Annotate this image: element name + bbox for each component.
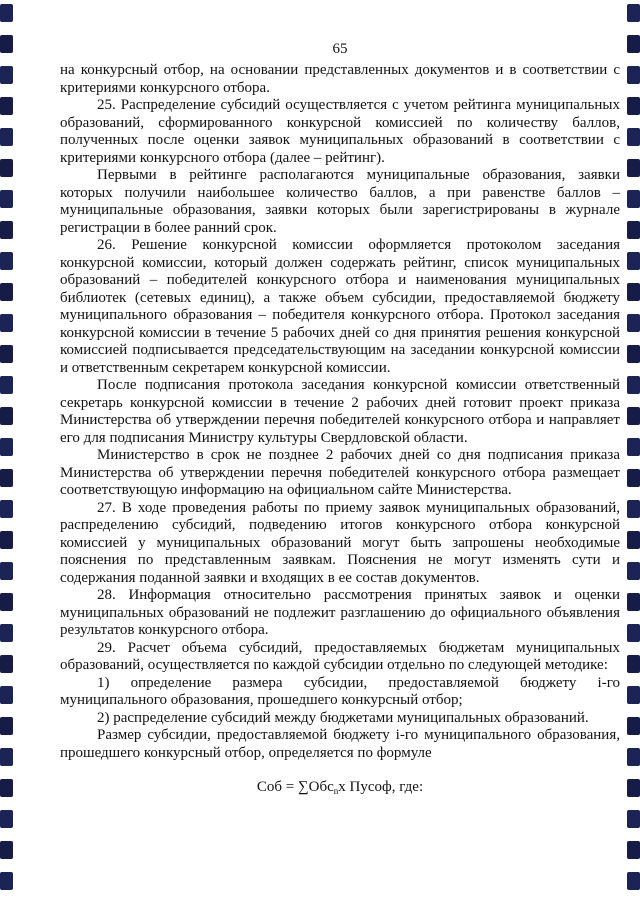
paragraph: на конкурсный отбор, на основании представленных документов и в соответствии с критериями конкурсного отбора. xyxy=(60,62,620,96)
film-hole xyxy=(627,469,640,487)
film-hole xyxy=(0,407,13,425)
paragraph: Первыми в рейтинге располагаются муниципальные образования, заявки которых получили наибольшее количество баллов, а при равенстве баллов – муниципальные образования, заявки которых были зарегистрированы в журнале регистрации в более ранний срок. xyxy=(60,167,620,236)
film-hole xyxy=(0,748,13,766)
document-text xyxy=(60,62,620,801)
film-hole xyxy=(627,190,640,208)
film-hole xyxy=(627,283,640,301)
film-hole xyxy=(0,252,13,270)
paragraph: 25. Распределение субсидий осуществляется с учетом рейтинга муниципальных образований, сформированного конкурсной комиссией по количеству баллов, полученных после оценки заявок муниципальных образований в соответствии с критериями конкурсного отбора (далее – рейтинг). xyxy=(60,97,620,166)
film-hole xyxy=(0,624,13,642)
film-hole xyxy=(627,531,640,549)
paragraph: 2) распределение субсидий между бюджетами муниципальных образований. xyxy=(97,709,589,726)
film-hole xyxy=(0,283,13,301)
film-hole xyxy=(627,500,640,518)
film-hole xyxy=(0,159,13,177)
paragraph: 28. Информация относительно рассмотрения принятых заявок и оценки муниципальных образований не подлежит разглашению до официального объявления результатов конкурсного отбора. xyxy=(60,587,620,638)
formula-suffix: х Пусоф, где: xyxy=(338,779,424,795)
film-hole xyxy=(0,376,13,394)
film-hole xyxy=(0,314,13,332)
film-hole xyxy=(627,159,640,177)
film-hole xyxy=(0,593,13,611)
film-edge-left xyxy=(0,0,14,905)
film-hole xyxy=(0,810,13,828)
film-hole xyxy=(0,872,13,890)
paragraph: 26. Решение конкурсной комиссии оформляется протоколом заседания конкурсной комиссии, который должен содержать рейтинг, список муниципальных образований – победителей конкурсного отбора и наименования муниципальных библиотек (сетевых единиц), а также объем субсидии, предоставляемой бюджету муниципального образования – победителя конкурсного отбора. Протокол заседания конкурсной комиссии в течение 5 рабочих дней со дня принятия решения конкурсной комиссией подписывается председательствующим на заседании конкурсной комиссии и ответственным секретарем конкурсной комиссии. xyxy=(60,237,620,376)
film-hole xyxy=(627,252,640,270)
film-hole xyxy=(627,748,640,766)
film-hole xyxy=(0,686,13,704)
film-hole xyxy=(0,221,13,239)
film-hole xyxy=(0,655,13,673)
paragraph: 29. Расчет объема субсидий, предоставляемых бюджетам муниципальных образований, осуществляется по каждой субсидии отдельно по следующей методике: xyxy=(60,639,620,673)
film-hole xyxy=(627,314,640,332)
film-hole xyxy=(627,66,640,84)
film-hole xyxy=(627,221,640,239)
film-hole xyxy=(627,97,640,115)
film-hole xyxy=(0,562,13,580)
formula-prefix: Соб = ∑Обс xyxy=(256,779,334,795)
film-hole xyxy=(627,128,640,146)
paragraph: После подписания протокола заседания конкурсной комиссии ответственный секретарь конкурсной комиссии в течение 2 рабочих дней готовит проект приказа Министерства об утверждении перечня победителей конкурсного отбора и направляет его для подписания Министру культуры Свердловской области. xyxy=(60,377,620,446)
page-number: 65 xyxy=(332,41,348,57)
paragraph: Министерство в срок не позднее 2 рабочих дней со дня подписания приказа Министерства об утверждении перечня победителей конкурсного отбора размещает соответствующую информацию на официальном сайте Министерства. xyxy=(60,447,620,498)
film-hole xyxy=(627,35,640,53)
film-hole xyxy=(627,562,640,580)
film-hole xyxy=(0,66,13,84)
paragraph-list xyxy=(60,62,620,762)
film-hole xyxy=(627,624,640,642)
film-hole xyxy=(0,345,13,363)
film-hole xyxy=(627,4,640,22)
film-hole xyxy=(0,500,13,518)
film-hole xyxy=(627,376,640,394)
formula-subscript: n xyxy=(333,786,339,796)
film-hole xyxy=(0,4,13,22)
film-hole xyxy=(627,779,640,797)
film-hole xyxy=(0,35,13,53)
film-hole xyxy=(0,97,13,115)
film-hole xyxy=(0,469,13,487)
film-hole xyxy=(0,841,13,859)
film-hole xyxy=(0,717,13,735)
paragraph: 1) определение размера субсидии, предоставляемой бюджету i-го муниципального образования, прошедшего конкурсный отбор; xyxy=(60,674,620,708)
film-hole xyxy=(0,438,13,456)
film-hole xyxy=(627,686,640,704)
film-edge-right xyxy=(626,0,640,905)
film-hole xyxy=(627,717,640,735)
film-hole xyxy=(0,779,13,797)
film-hole xyxy=(0,531,13,549)
film-hole xyxy=(627,438,640,456)
film-hole xyxy=(627,407,640,425)
film-hole xyxy=(627,872,640,890)
film-hole xyxy=(627,655,640,673)
film-hole xyxy=(0,128,13,146)
film-hole xyxy=(0,190,13,208)
film-hole xyxy=(627,841,640,859)
film-hole xyxy=(627,593,640,611)
subsidy-formula xyxy=(60,779,620,801)
paragraph: Размер субсидии, предоставляемой бюджету i-го муниципального образования, прошедшего конкурсный отбор, определяется по формуле xyxy=(60,727,620,761)
film-hole xyxy=(627,345,640,363)
paragraph: 27. В ходе проведения работы по приему заявок муниципальных образований, распределению субсидий, подведению итогов конкурсного отбора конкурсной комиссией у муниципальных образований могут быть запрошены необходимые пояснения по представленным заявкам. Пояснения не могут изменять сути и содержания поданной заявки и входящих в ее состав документов. xyxy=(60,499,620,586)
film-hole xyxy=(627,810,640,828)
